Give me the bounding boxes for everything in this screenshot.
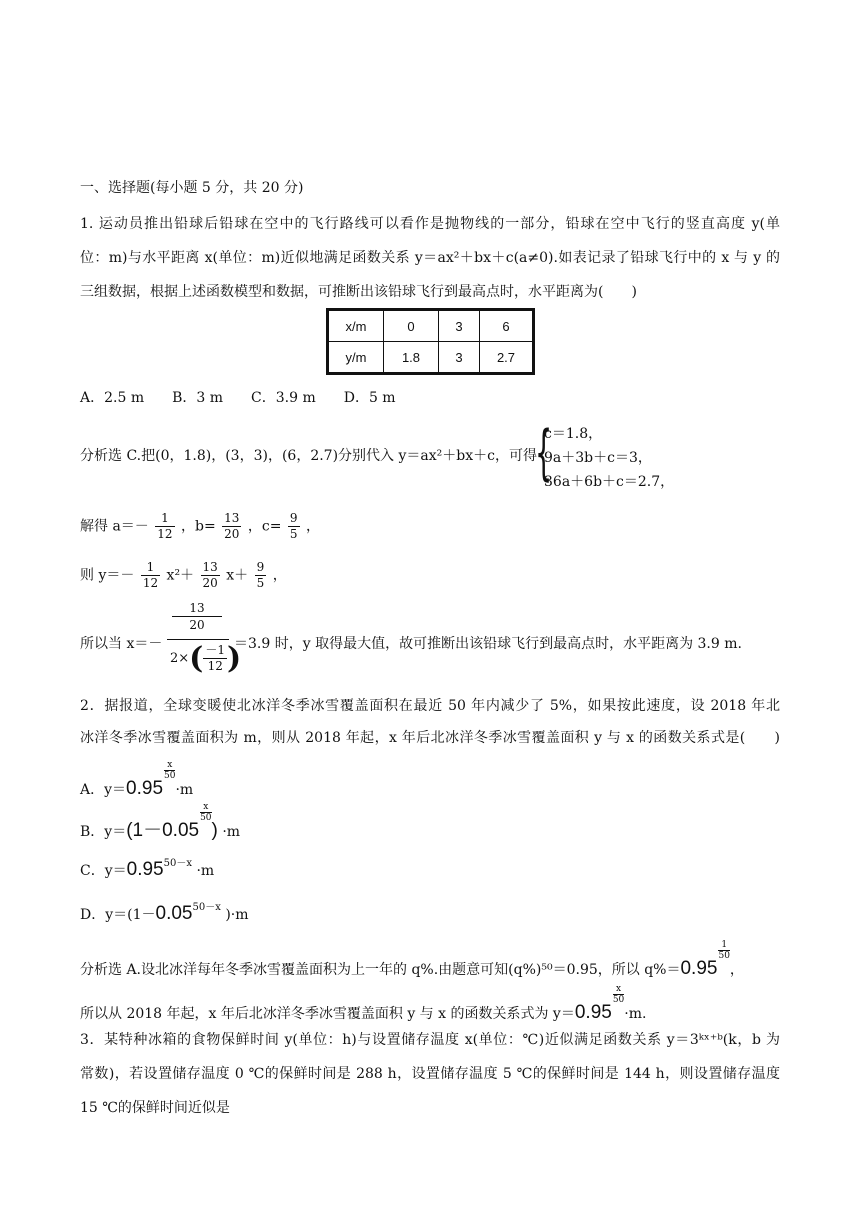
text: 则 y＝－ <box>80 567 135 584</box>
text: x＋ <box>226 567 249 584</box>
q3-stem-line-3: 15 ℃的保鲜时间近似是 <box>80 1100 230 1116</box>
equation-line: c＝1.8， <box>544 426 603 442</box>
table-cell: 3 <box>439 342 480 374</box>
fraction: $\frac{1}{12}$ <box>157 511 173 541</box>
q1-vertex-conclusion: ＝3.9 时，y 取得最大值，故可推断出该铅球飞行到最高点时，水平距离为 3.9 m. <box>234 636 742 652</box>
equation-line: 9a＋3b＋c＝3， <box>544 450 652 466</box>
q2-option-b: B．y＝(1－0.05 $\frac{x}{50}$ ) ·m <box>80 802 241 841</box>
equation-line: 36a＋6b＋c＝2.7， <box>544 474 675 490</box>
fraction: $\frac{-1}{12}$ <box>205 643 226 673</box>
fraction: $\frac{9}{5}$ <box>256 560 265 590</box>
table-cell: x/m <box>328 310 384 342</box>
text: ，c= <box>247 518 282 535</box>
q1-data-table <box>326 308 535 375</box>
q2-stem-line-1: 2．据报道，全球变暖使北冰洋冬季冰雪覆盖面积在最近 50 年内减少了 5%，如果按此速度，设 2018 年北 <box>80 698 780 714</box>
table-cell: y/m <box>328 342 384 374</box>
section-title: 一、选择题(每小题 5 分，共 20 分) <box>80 180 304 196</box>
q2-option-a: A．y＝0.95 $\frac{x}{50}$ ·m <box>80 760 194 799</box>
q1-stem-line-2: 位：m)与水平距离 x(单位：m)近似地满足函数关系 y＝ax²＋bx＋c(a≠0).如表记录了铅球飞行中的 x 与 y 的 <box>80 250 780 266</box>
table-cell: 1.8 <box>384 342 439 374</box>
q1-function-line <box>80 560 287 591</box>
system-brace: { <box>535 418 553 488</box>
paren-right: ) <box>227 640 242 676</box>
table-cell: 3 <box>439 310 480 342</box>
table-cell: 6 <box>480 310 534 342</box>
equation-system <box>544 422 674 494</box>
q1-vertex-text: 所以当 x＝－ <box>80 636 163 652</box>
paren-left: ( <box>189 640 204 676</box>
vertex-denominator <box>170 640 242 676</box>
exponent-fraction: $\frac{x}{50}$ <box>612 984 625 1005</box>
fraction: $\frac{1}{12}$ <box>142 560 159 590</box>
q2-stem-line-2: 冰洋冬季冰雪覆盖面积为 m，则从 2018 年起，x 年后北冰洋冬季冰雪覆盖面积 y 与 x 的函数关系式是( ) <box>80 730 780 746</box>
q3-stem-line-2: 常数)，若设置储存温度 0 ℃的保鲜时间是 288 h，设置储存温度 5 ℃的保鲜时间是 144 h，则设置储存温度 <box>80 1066 780 1082</box>
table-cell: 2.7 <box>480 342 534 374</box>
text: ，b= <box>180 518 216 535</box>
text: 2× <box>170 651 190 666</box>
vertex-fraction <box>172 600 222 633</box>
q1-stem-line-3: 三组数据，根据上述函数模型和数据，可推断出该铅球飞行到最高点时，水平距离为( ) <box>80 284 637 300</box>
q1-stem-line-1: 1. 运动员推出铅球后铅球在空中的飞行路线可以看作是抛物线的一部分，铅球在空中飞行的竖直高度 y(单 <box>80 216 780 232</box>
table-cell: 0 <box>384 310 439 342</box>
text: x²＋ <box>166 567 195 584</box>
exponent-fraction: $\frac{x}{50}$ <box>164 760 176 781</box>
table-row <box>328 342 534 374</box>
numerator-13: 13 <box>189 601 205 615</box>
fraction: $\frac{13}{20}$ <box>224 511 240 541</box>
fraction: $\frac{13}{20}$ <box>202 560 218 590</box>
text: ， <box>306 518 320 535</box>
q1-options: A．2.5 m B．3 m C．3.9 m D．5 m <box>80 390 396 406</box>
fraction: $\frac{9}{5}$ <box>289 511 298 541</box>
fraction-bar <box>167 639 229 640</box>
exponent-fraction: $\frac{x}{50}$ <box>200 802 212 823</box>
numerator-20: 20 <box>172 616 222 633</box>
q3-stem-line-1: 3．某特种冰箱的食物保鲜时间 y(单位：h)与设置储存温度 x(单位：℃)近似满足函数关系 y＝3ᵏˣ⁺ᵇ(k，b 为 <box>80 1032 780 1048</box>
table-row <box>328 310 534 342</box>
q2-analysis-line-1: 分析选 A.设北冰洋每年冬季冰雪覆盖面积为上一年的 q%.由题意可知(q%)⁵⁰＝0.95，所以 q%＝0.95 $\frac{1}{50}$ ， <box>80 940 744 979</box>
text: 解得 a＝－ <box>80 518 149 535</box>
q2-analysis-line-2: 所以从 2018 年起，x 年后北冰洋冬季冰雪覆盖面积 y 与 x 的函数关系式为 y＝0.95 $\frac{x}{50}$ ·m. <box>80 984 647 1023</box>
text: ， <box>272 567 287 584</box>
exponent-fraction: $\frac{1}{50}$ <box>718 940 730 961</box>
q1-analysis-intro: 分析选 C.把(0，1.8)，(3，3)，(6，2.7)分别代入 y＝ax²＋bx＋c，可得 <box>80 448 537 464</box>
q1-solve-line <box>80 511 320 542</box>
q2-option-d: D．$y=(1-0.05^{50-x}$ )·m <box>80 902 249 924</box>
q2-option-c: C．$y=0.95^{50-x} \cdot m$ <box>80 858 215 880</box>
